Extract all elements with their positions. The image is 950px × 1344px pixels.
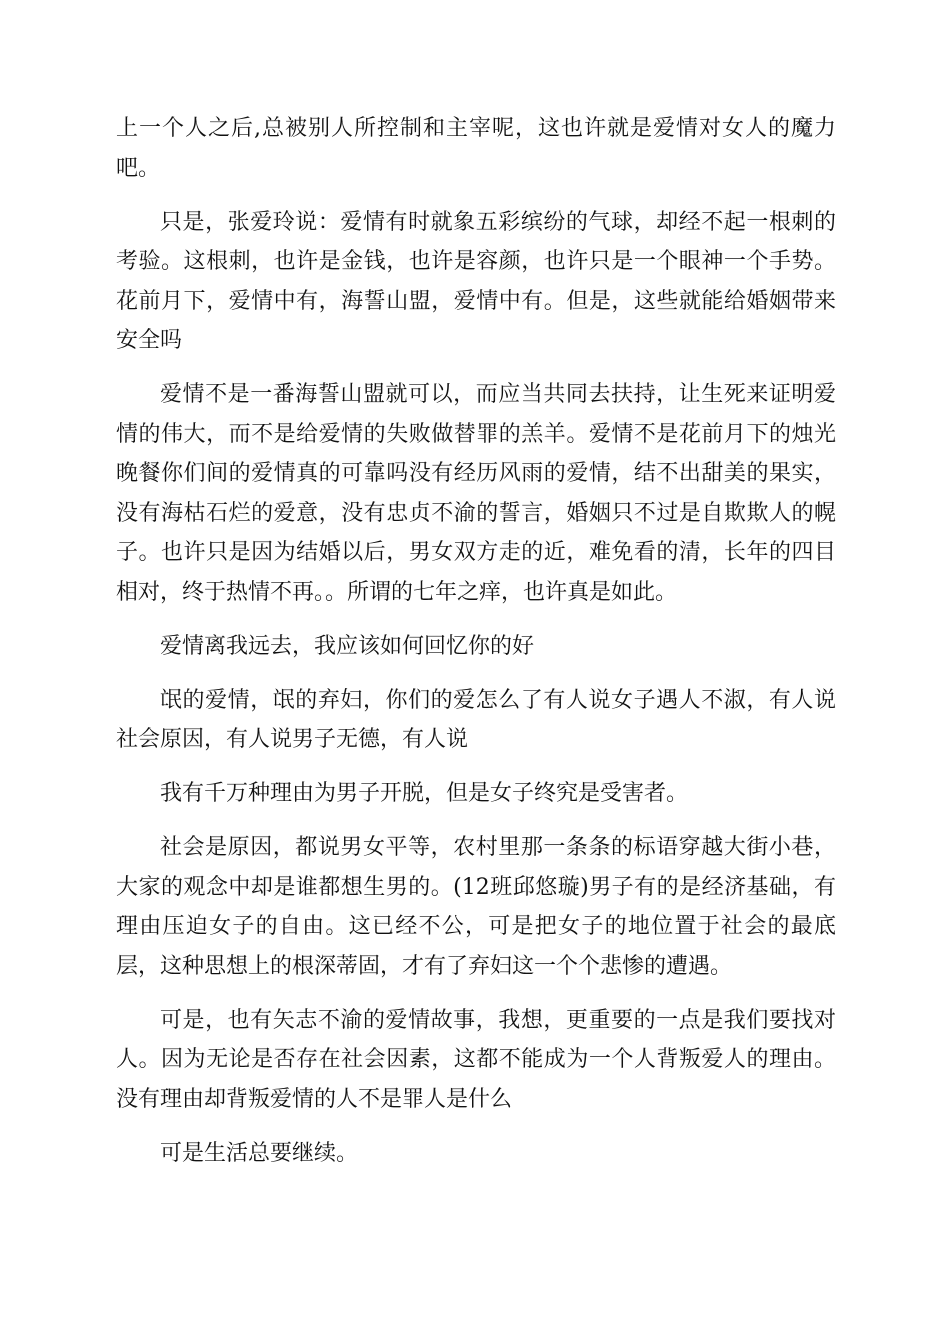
document-page xyxy=(116,109,836,1188)
paragraph-4: 爱情离我远去，我应该如何回忆你的好 xyxy=(160,633,535,659)
paragraph-3: 爱情不是一番海誓山盟就可以，而应当共同去扶持，让生死来证明爱情的伟大，而不是给爱情的失败做替罪的羔羊。爱情不是花前月下的烛光晚餐你们间的爱情真的可靠吗没有经历风雨的爱情，结不出甜美的果实，没有海枯石烂的爱意，没有忠贞不渝的誓言，婚姻只不过是自欺欺人的幌子。也许只是因为结婚以后，男女双方走的近，难免看的清，长年的四目相对，终于热情不再。。所谓的七年之痒，也许真是如此。 xyxy=(116,382,836,605)
paragraph-5: 氓的爱情，氓的弃妇，你们的爱怎么了有人说女子遇人不淑，有人说社会原因，有人说男子无德，有人说 xyxy=(116,687,836,752)
paragraph-8: 可是，也有矢志不渝的爱情故事，我想，更重要的一点是我们要找对人。因为无论是否存在社会因素，这都不能成为一个人背叛爱人的理由。没有理由却背叛爱情的人不是罪人是什么 xyxy=(116,1007,836,1112)
paragraph-2: 只是，张爱玲说：爱情有时就象五彩缤纷的气球，却经不起一根刺的考验。这根刺，也许是金钱，也许是容颜，也许只是一个眼神一个手势。花前月下，爱情中有，海誓山盟，爱情中有。但是，这些就能给婚姻带来安全吗 xyxy=(116,209,836,353)
paragraph-7: 社会是原因，都说男女平等，农村里那一条条的标语穿越大街小巷，大家的观念中却是谁都想生男的。(12班邱悠璇)男子有的是经济基础，有理由压迫女子的自由。这已经不公，可是把女子的地位置于社会的最底层，这种思想上的根深蒂固，才有了弃妇这一个个悲惨的遭遇。 xyxy=(116,835,836,979)
paragraph-1: 上一个人之后,总被别人所控制和主宰呢，这也许就是爱情对女人的魔力吧。 xyxy=(116,116,836,181)
paragraph-6: 我有千万种理由为男子开脱，但是女子终究是受害者。 xyxy=(160,781,689,806)
paragraph-9: 可是生活总要继续。 xyxy=(160,1140,359,1166)
